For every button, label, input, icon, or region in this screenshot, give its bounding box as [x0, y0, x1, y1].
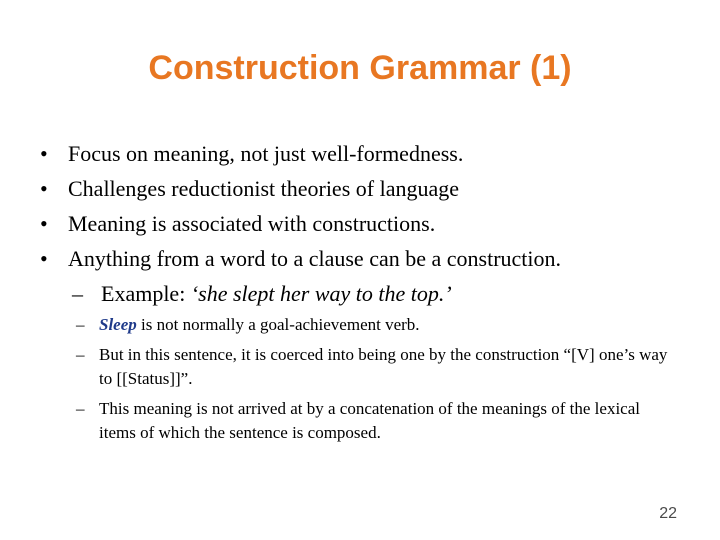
sub-point-text: is not normally a goal-achievement verb.: [136, 315, 420, 334]
sub-point: [99, 313, 679, 337]
page-number: 22: [659, 505, 677, 522]
example-line: [101, 280, 452, 308]
sub-sub-bullet-marker: –: [76, 345, 85, 364]
bullet-item: Anything from a word to a clause can be a construction.: [68, 246, 562, 271]
sub-bullet-marker: –: [72, 281, 83, 306]
sub-point: But in this sentence, it is coerced into being one by the construction “[V] one’s way to [[Status]]”.: [99, 345, 668, 388]
bullet-marker: •: [40, 246, 48, 271]
bullet-marker: •: [40, 211, 48, 236]
sub-point: This meaning is not arrived at by a concatenation of the meanings of the lexical items of which the sentence is composed.: [99, 399, 640, 442]
bullet-item: Focus on meaning, not just well-formedness.: [68, 141, 464, 166]
slide-title: Construction Grammar (1): [148, 49, 572, 87]
bullet-marker: •: [40, 141, 48, 166]
bullet-item: Meaning is associated with constructions.: [68, 211, 436, 236]
example-sentence: ‘she slept her way to the top.’: [190, 281, 452, 306]
sub-point-term: Sleep: [99, 315, 137, 334]
bullet-item: Challenges reductionist theories of language: [68, 176, 459, 201]
sub-sub-bullet-marker: –: [76, 315, 85, 334]
sub-sub-bullet-marker: –: [76, 399, 85, 418]
example-prefix: Example:: [101, 281, 191, 306]
bullet-marker: •: [40, 176, 48, 201]
